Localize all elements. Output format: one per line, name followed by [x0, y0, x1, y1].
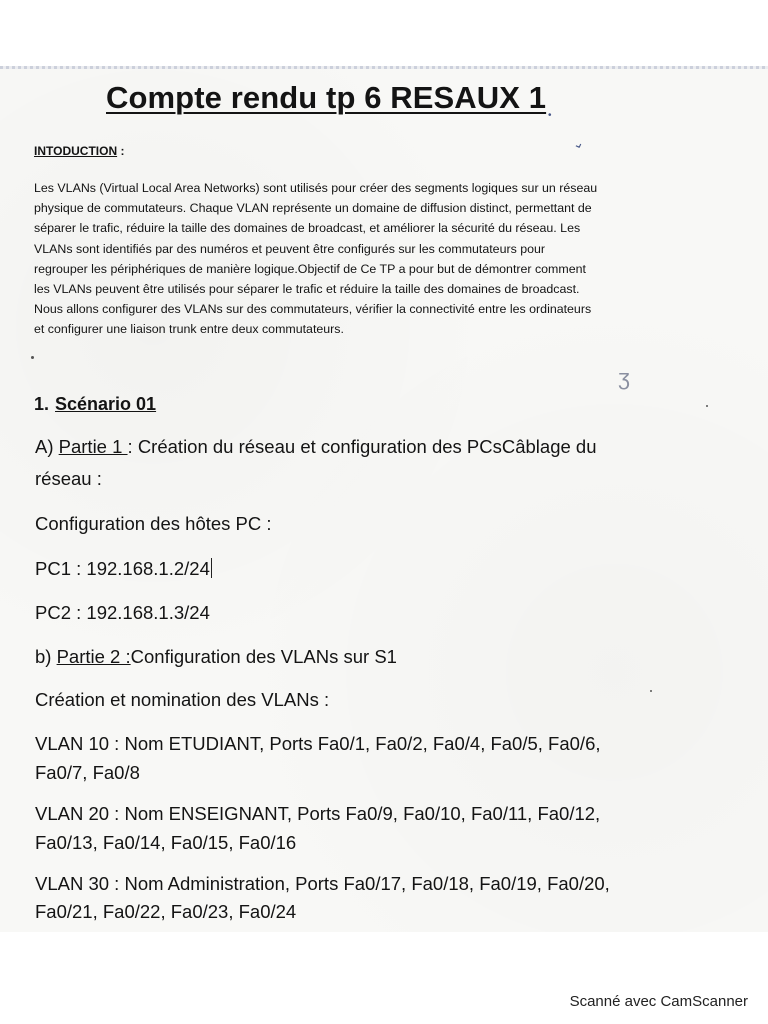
- intro-line: physique de commutateurs. Chaque VLAN représente un domaine de diffusion distinct, permettant de: [34, 201, 592, 216]
- pc2-config: PC2 : 192.168.1.3/24: [35, 602, 210, 623]
- part2-text: Configuration des VLANs sur S1: [130, 646, 397, 667]
- vlan-10-line: VLAN 10 : Nom ETUDIANT, Ports Fa0/1, Fa0/2, Fa0/4, Fa0/5, Fa0/6,: [35, 733, 601, 754]
- part1-label: Partie 1: [58, 436, 128, 457]
- camscanner-watermark: Scanné avec CamScanner: [569, 993, 748, 1010]
- text-cursor: [211, 558, 212, 578]
- part1-heading: [35, 436, 597, 458]
- pc1-config: PC1 : 192.168.1.2/24: [35, 558, 210, 579]
- intro-heading-colon: :: [117, 144, 125, 158]
- hosts-heading: Configuration des hôtes PC :: [35, 513, 272, 534]
- intro-line: les VLANs peuvent être utilisés pour séparer le trafic et réduire la taille des domaines de broadcast.: [34, 282, 580, 297]
- scenario-heading: [34, 394, 156, 415]
- pc1-line: [35, 558, 212, 580]
- vlan-30-line: VLAN 30 : Nom Administration, Ports Fa0/17, Fa0/18, Fa0/19, Fa0/20,: [35, 873, 610, 894]
- scan-speck: [650, 690, 652, 692]
- scenario-title: Scénario 01: [55, 394, 157, 414]
- part1-prefix: A): [35, 436, 59, 457]
- intro-heading: [34, 144, 124, 158]
- vlan-20-line: VLAN 20 : Nom ENSEIGNANT, Ports Fa0/9, Fa0/10, Fa0/11, Fa0/12,: [35, 803, 601, 824]
- intro-line: séparer le trafic, réduire la taille des domaines de broadcast, et améliorer la sécurité du réseau. Les: [34, 221, 581, 236]
- part1-text: : Création du réseau et configuration des PCsCâblage du: [127, 436, 597, 457]
- part1-text-continued: réseau :: [35, 468, 102, 489]
- part2-heading: [35, 646, 397, 668]
- intro-line: Nous allons configurer des VLANs sur des commutateurs, vérifier la connectivité entre les ordinateurs: [34, 302, 592, 317]
- page-title: Compte rendu tp 6 RESAUX 1: [106, 80, 547, 115]
- scan-speck: [706, 405, 708, 407]
- vlan-30-line-continued: Fa0/21, Fa0/22, Fa0/23, Fa0/24: [35, 901, 297, 922]
- vlan-heading: Création et nomination des VLANs :: [35, 689, 330, 710]
- intro-line: regrouper les périphériques de manière logique.Objectif de Ce TP a pour but de démontrer comment: [34, 261, 586, 276]
- vlan-10-line-continued: Fa0/7, Fa0/8: [35, 762, 140, 783]
- intro-heading-label: INTODUCTION: [34, 144, 118, 158]
- part2-label: Partie 2 :: [56, 646, 131, 667]
- scan-scribble: ⌄: [569, 133, 586, 153]
- scan-scribble: •: [548, 110, 552, 121]
- scan-edge: [0, 66, 768, 69]
- intro-line: et configurer une liaison trunk entre deux commutateurs.: [34, 322, 344, 337]
- scenario-number: 1.: [34, 394, 50, 414]
- intro-line: VLANs sont identifiés par des numéros et peuvent être configurés sur les commutateurs pour: [34, 241, 546, 256]
- part2-prefix: b): [35, 646, 57, 667]
- intro-paragraph: [34, 178, 726, 340]
- scan-scribble: ʒ: [618, 365, 630, 390]
- vlan-20-line-continued: Fa0/13, Fa0/14, Fa0/15, Fa0/16: [35, 832, 297, 853]
- intro-line: Les VLANs (Virtual Local Area Networks) sont utilisés pour créer des segments logiques sur un réseau: [34, 181, 598, 195]
- scan-speck: [31, 356, 34, 359]
